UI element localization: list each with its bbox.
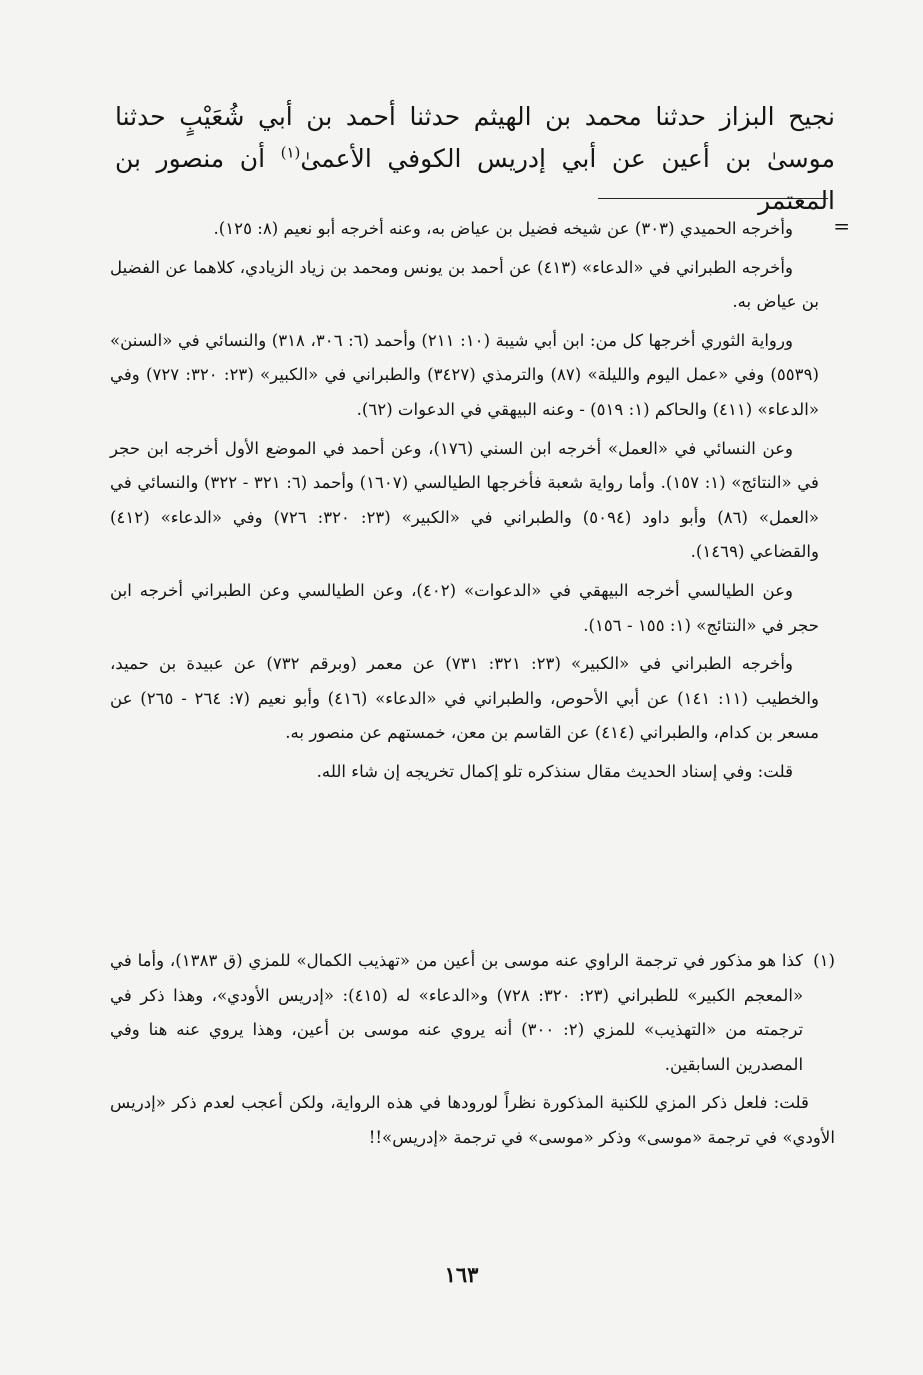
main-text-line-2-end: أن منصور بن المعتمر xyxy=(115,144,835,215)
main-text-line-2 xyxy=(115,138,835,222)
footnote-1-second-paragraph: قلت: فلعل ذكر المزي للكنية المذكورة نظراً لورودها في هذه الرواية، ولكن أعجب لعدم ذكر «إدريس الأودي» في ترجمة «موسى» وذكر «موسى» في ترجمة «إدريس»!! xyxy=(110,1093,835,1147)
note-paragraph: وعن النسائي في «العمل» أخرجه ابن السني (١٧٦)، وعن أحمد في الموضع الأول أخرجه ابن حجر في «النتائج» (١: ١٥٧). وأما رواية شعبة فأخرجها الطيالسي (١٦٠٧) وأحمد (٦: ٣٢١ - ٣٢٢) والنسائي في «العمل» (٨٦) وأبو داود (٥٠٩٤) والطبراني في «الكبير» (٢٣: ٣٢٠: ٧٢٦) وفي «الدعاء» (٤١٢) والقضاعي (١٤٦٩). xyxy=(110,438,819,562)
footnote-1-first-paragraph xyxy=(110,944,835,1082)
note-paragraph: وأخرجه الطبراني في «الدعاء» (٤١٣) عن أحمد بن يونس ومحمد بن زياد الزيادي، كلاهما عن الفضيل بن عياض به. xyxy=(110,257,819,312)
footnote-1 xyxy=(110,944,835,1160)
page-number: ١٦٣ xyxy=(444,1262,479,1287)
footnote-1-text: كذا هو مذكور في ترجمة الراوي عنه موسى بن أعين من «تهذيب الكمال» للمزي (ق ١٣٨٣)، وأما في «المعجم الكبير» للطبراني (٢٣: ٣٢٠: ٧٢٨) و«الدعاء» له (٤١٥): «إدريس الأودي»، وهذا ذكر في ترجمته من «التهذيب» للمزي (٢: ٣٠٠) أنه يروي عنه موسى بن أعين، وهذا يروي عنه هنا وفي المصدرين السابقين. xyxy=(110,951,804,1074)
footnote-separator xyxy=(598,198,828,199)
note-paragraph: ورواية الثوري أخرجها كل من: ابن أبي شيبة (١٠: ٢١١) وأحمد (٦: ٣٠٦، ٣١٨) والنسائي في «السنن» (٥٥٣٩) وفي «عمل اليوم والليلة» (٨٧) والترمذي (٣٤٢٧) والطبراني في «الكبير» (٢٣: ٣٢٠: ٧٢٧) وفي «الدعاء» (٤١١) والحاكم (١: ٥١٩) - وعنه البيهقي في الدعوات (٦٢). xyxy=(110,330,819,419)
continued-footnote xyxy=(110,212,819,794)
note-paragraph: قلت: وفي إسناد الحديث مقال سنذكره تلو إكمال تخريجه إن شاء الله. xyxy=(316,761,793,781)
footnote-marker: (١) xyxy=(813,951,835,970)
note-paragraph: وأخرجه الحميدي (٣٠٣) عن شيخه فضيل بن عياض به، وعنه أخرجه أبو نعيم (٨: ١٢٥). xyxy=(213,219,793,238)
note-paragraph: وعن الطيالسي أخرجه البيهقي في «الدعوات» (٤٠٢)، وعن الطيالسي وعن الطبراني أخرجه ابن حجر في «النتائج» (١: ١٥٥ - ١٥٦). xyxy=(110,580,819,635)
main-text-line-1: نجيح البزاز حدثنا محمد بن الهيثم حدثنا أحمد بن أبي شُعَيْبٍ حدثنا xyxy=(115,102,835,131)
footnote-reference[interactable]: (١) xyxy=(280,143,301,162)
main-text-line-2-start: موسىٰ بن أعين عن أبي إدريس الكوفي الأعمىٰ xyxy=(300,144,835,173)
continuation-mark: = xyxy=(833,214,850,238)
note-paragraph: وأخرجه الطبراني في «الكبير» (٢٣: ٣٢١: ٧٣١) عن معمر (وبرقم ٧٣٢) عن عبيدة بن حميد، والخطيب (١١: ١٤١) عن أبي الأحوص، والطبراني في «الدعاء» (٤١٦) وأبو نعيم (٧: ٢٦٤ - ٢٦٥) عن مسعر بن كدام، والطبراني (٤١٤) عن القاسم بن معن، خمستهم عن منصور به. xyxy=(110,654,819,743)
main-text xyxy=(115,96,835,222)
